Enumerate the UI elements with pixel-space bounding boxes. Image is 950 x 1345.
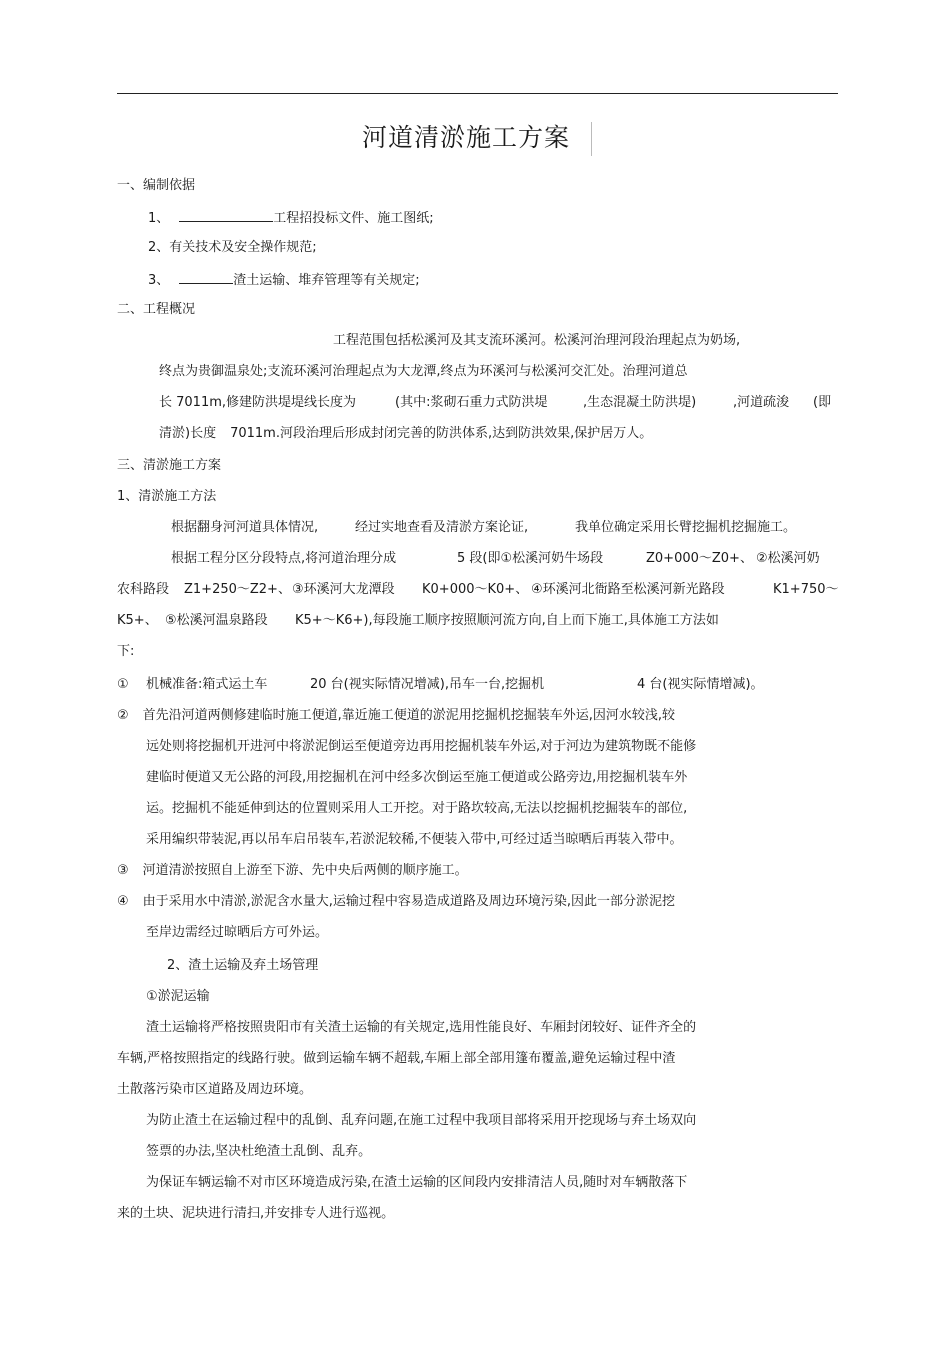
step-marker: ③ bbox=[117, 863, 129, 878]
document-title: 河道清淤施工方案 bbox=[362, 123, 571, 152]
item-number: 1、 bbox=[148, 211, 170, 226]
method-step-2-line-2: 远处则将挖掘机开进河中将淤泥倒运至便道旁边再用挖掘机装车外运,对于河边为建筑物既不能修 bbox=[146, 739, 697, 754]
header-rule bbox=[117, 93, 838, 94]
transport-para-2-line-2: 签票的办法,坚决杜绝渣土乱倒、乱弃。 bbox=[146, 1144, 372, 1159]
fill-in-blank bbox=[179, 208, 273, 222]
item-text: 工程招投标文件、施工图纸; bbox=[273, 211, 434, 226]
section-heading-basis: 一、编制依据 bbox=[117, 178, 196, 193]
method-step-4-line-1: ④ 由于采用水中清淤,淤泥含水量大,运输过程中容易造成道路及周边环境污染,因此一部分淤泥挖 bbox=[117, 894, 676, 909]
step-marker: ② bbox=[117, 708, 129, 723]
fill-in-blank bbox=[179, 270, 233, 284]
transport-para-3-line-2: 来的土块、泥块进行清扫,并安排专人进行巡视。 bbox=[117, 1206, 395, 1221]
overview-line-4: 清淤)长度 7011m.河段治理后形成封闭完善的防洪体系,达到防洪效果,保护居万人。 bbox=[159, 426, 653, 441]
step-marker: ① bbox=[117, 677, 129, 692]
transport-para-1-line-3: 土散落污染市区道路及周边环境。 bbox=[117, 1082, 313, 1097]
overview-line-2: 终点为贵御温泉处;支流环溪河治理起点为大龙潭,终点为环溪河与松溪河交汇处。治理河道总 bbox=[159, 364, 688, 379]
basis-item-3 bbox=[148, 270, 420, 290]
section-heading-overview: 二、工程概况 bbox=[117, 302, 196, 317]
overview-line-1: 工程范围包括松溪河及其支流环溪河。松溪河治理河段治理起点为奶场, bbox=[333, 333, 741, 348]
transport-para-3-line-1: 为保证车辆运输不对市区环境造成污染,在渣土运输的区间段内安排清洁人员,随时对车辆散落下 bbox=[146, 1175, 688, 1190]
subheading-transport: 2、渣土运输及弃土场管理 bbox=[167, 958, 319, 973]
transport-para-2-line-1: 为防止渣土在运输过程中的乱倒、乱弃问题,在施工过程中我项目部将采用开挖现场与弃土场双向 bbox=[146, 1113, 697, 1128]
subheading-silt-transport: ①淤泥运输 bbox=[146, 989, 210, 1004]
item-text: 渣土运输、堆弃管理等有关规定; bbox=[233, 273, 420, 288]
title-cursor-bar bbox=[591, 122, 592, 156]
method-step-3: ③ 河道清淤按照自上游至下游、先中央后两侧的顺序施工。 bbox=[117, 863, 468, 878]
method-step-4-line-2: 至岸边需经过晾晒后方可外运。 bbox=[146, 925, 329, 940]
transport-para-1-line-2: 车辆,严格按照指定的线路行驶。做到运输车辆不超载,车厢上部全部用篷布覆盖,避免运输过程中渣 bbox=[117, 1051, 676, 1066]
section-heading-plan: 三、清淤施工方案 bbox=[117, 458, 222, 473]
method-step-2-line-1: ② 首先沿河道两侧修建临时施工便道,靠近施工便道的淤泥用挖掘机挖掘装车外运,因河水较浅,较 bbox=[117, 708, 676, 723]
method-step-2-line-5: 采用编织带装泥,再以吊车启吊装车,若淤泥较稀,不便装入带中,可经过适当晾晒后再装入带中。 bbox=[146, 832, 683, 847]
item-number: 3、 bbox=[148, 273, 170, 288]
transport-para-1-line-1: 渣土运输将严格按照贵阳市有关渣土运输的有关规定,选用性能良好、车厢封闭较好、证件齐全的 bbox=[146, 1020, 697, 1035]
method-step-2-line-4: 运。挖掘机不能延伸到达的位置则采用人工开挖。对于路坎较高,无法以挖掘机挖掘装车的部位, bbox=[146, 801, 688, 816]
subheading-method: 1、清淤施工方法 bbox=[117, 489, 217, 504]
method-step-2-line-3: 建临时便道又无公路的河段,用挖掘机在河中经多次倒运至施工便道或公路旁边,用挖掘机装车外 bbox=[146, 770, 688, 785]
basis-item-1 bbox=[148, 208, 434, 228]
basis-item-2: 2、有关技术及安全操作规范; bbox=[148, 240, 317, 255]
step-marker: ④ bbox=[117, 894, 129, 909]
method-para-2-line-4: 下: bbox=[117, 644, 135, 659]
